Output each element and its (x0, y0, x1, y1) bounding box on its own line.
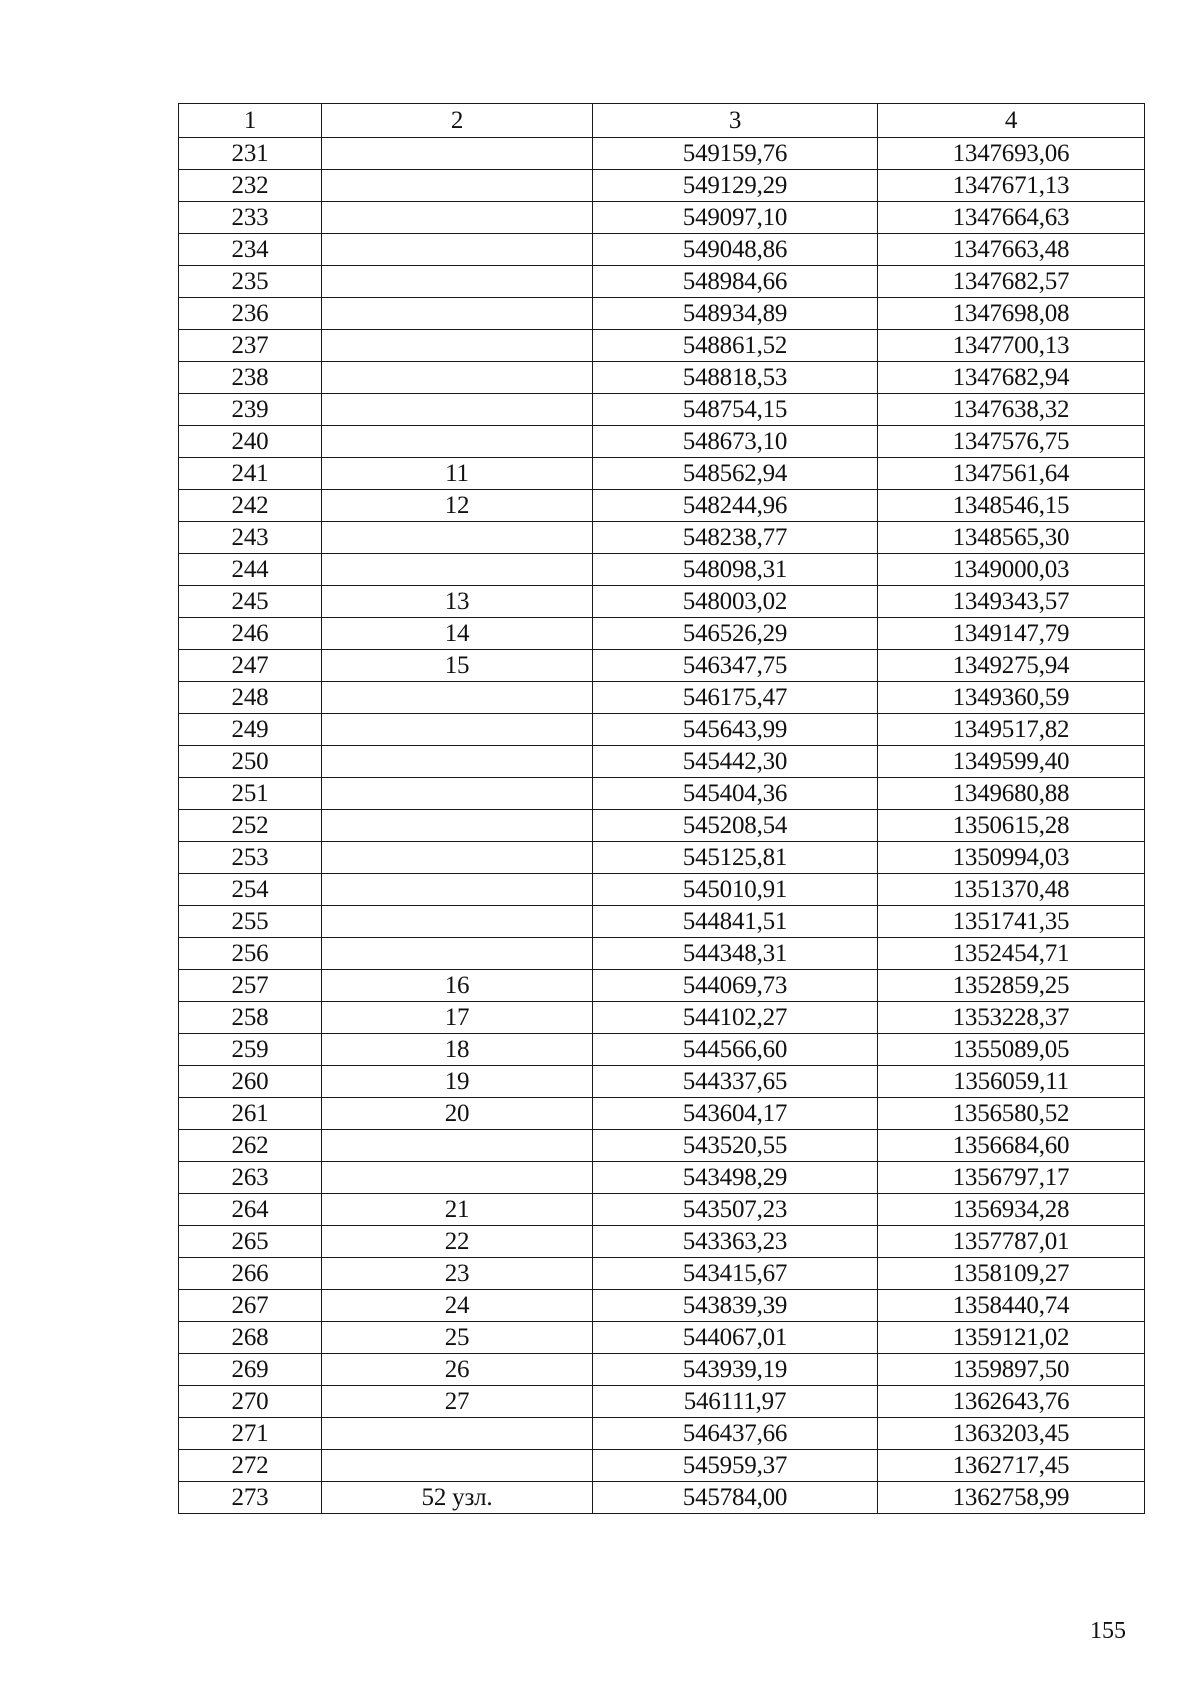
table-cell-col-1: 264 (179, 1194, 322, 1226)
table-row (179, 810, 1145, 842)
table-cell-col-2 (322, 522, 593, 554)
table-row (179, 1226, 1145, 1258)
table-cell-col-3: 548098,31 (593, 554, 878, 586)
table-cell-col-2: 11 (322, 458, 593, 490)
table-cell-col-2: 16 (322, 970, 593, 1002)
table-cell-col-1: 251 (179, 778, 322, 810)
table-row (179, 1194, 1145, 1226)
table-row (179, 1002, 1145, 1034)
table-header-row (179, 104, 1145, 138)
table-row (179, 170, 1145, 202)
table-cell-col-4: 1347671,13 (878, 170, 1145, 202)
table-cell-col-3: 543520,55 (593, 1130, 878, 1162)
table-cell-col-3: 545784,00 (593, 1482, 878, 1514)
table-row (179, 874, 1145, 906)
table-cell-col-3: 543415,67 (593, 1258, 878, 1290)
table-row (179, 1482, 1145, 1514)
table-row (179, 1322, 1145, 1354)
table-row (179, 234, 1145, 266)
table-row (179, 362, 1145, 394)
table-cell-col-1: 242 (179, 490, 322, 522)
table-cell-col-1: 262 (179, 1130, 322, 1162)
table-row (179, 970, 1145, 1002)
table-cell-col-4: 1363203,45 (878, 1418, 1145, 1450)
table-cell-col-2: 14 (322, 618, 593, 650)
table-row (179, 842, 1145, 874)
table-row (179, 1162, 1145, 1194)
column-header-1: 1 (179, 104, 322, 138)
table-cell-col-2: 22 (322, 1226, 593, 1258)
table-cell-col-4: 1353228,37 (878, 1002, 1145, 1034)
table-cell-col-1: 254 (179, 874, 322, 906)
table-cell-col-2: 19 (322, 1066, 593, 1098)
table-cell-col-2: 26 (322, 1354, 593, 1386)
table-cell-col-4: 1352859,25 (878, 970, 1145, 1002)
table-cell-col-4: 1358440,74 (878, 1290, 1145, 1322)
table-cell-col-2: 21 (322, 1194, 593, 1226)
table-cell-col-3: 545010,91 (593, 874, 878, 906)
table-cell-col-4: 1347682,57 (878, 266, 1145, 298)
table-cell-col-2: 20 (322, 1098, 593, 1130)
table-cell-col-1: 252 (179, 810, 322, 842)
table-row (179, 458, 1145, 490)
table-cell-col-2 (322, 298, 593, 330)
table-cell-col-2 (322, 202, 593, 234)
table-cell-col-1: 241 (179, 458, 322, 490)
table-cell-col-3: 544566,60 (593, 1034, 878, 1066)
table-cell-col-3: 548934,89 (593, 298, 878, 330)
table-row (179, 650, 1145, 682)
table-cell-col-2 (322, 938, 593, 970)
table-cell-col-4: 1349599,40 (878, 746, 1145, 778)
table-cell-col-1: 232 (179, 170, 322, 202)
table-cell-col-4: 1350615,28 (878, 810, 1145, 842)
table-row (179, 202, 1145, 234)
table-cell-col-3: 548818,53 (593, 362, 878, 394)
table-row (179, 1258, 1145, 1290)
table-cell-col-1: 248 (179, 682, 322, 714)
table-cell-col-4: 1362758,99 (878, 1482, 1145, 1514)
table-cell-col-1: 263 (179, 1162, 322, 1194)
table-cell-col-4: 1362643,76 (878, 1386, 1145, 1418)
table-cell-col-1: 268 (179, 1322, 322, 1354)
table-row (179, 1450, 1145, 1482)
table-cell-col-2: 12 (322, 490, 593, 522)
table-cell-col-2 (322, 1130, 593, 1162)
table-cell-col-2 (322, 362, 593, 394)
table-row (179, 1418, 1145, 1450)
column-header-4: 4 (878, 104, 1145, 138)
table-cell-col-4: 1358109,27 (878, 1258, 1145, 1290)
table-cell-col-4: 1347693,06 (878, 138, 1145, 170)
table-cell-col-3: 545125,81 (593, 842, 878, 874)
column-header-3: 3 (593, 104, 878, 138)
table-cell-col-4: 1349680,88 (878, 778, 1145, 810)
table-cell-col-3: 546111,97 (593, 1386, 878, 1418)
table-cell-col-2 (322, 682, 593, 714)
table-cell-col-4: 1348546,15 (878, 490, 1145, 522)
table-cell-col-1: 236 (179, 298, 322, 330)
table-cell-col-4: 1347698,08 (878, 298, 1145, 330)
table-cell-col-4: 1349343,57 (878, 586, 1145, 618)
table-cell-col-1: 246 (179, 618, 322, 650)
table-cell-col-3: 543604,17 (593, 1098, 878, 1130)
table-cell-col-1: 250 (179, 746, 322, 778)
table-cell-col-1: 249 (179, 714, 322, 746)
table-row (179, 778, 1145, 810)
table-cell-col-3: 545442,30 (593, 746, 878, 778)
table-cell-col-2 (322, 170, 593, 202)
table-cell-col-4: 1347700,13 (878, 330, 1145, 362)
table-cell-col-2: 18 (322, 1034, 593, 1066)
table-cell-col-3: 544067,01 (593, 1322, 878, 1354)
table-cell-col-3: 546347,75 (593, 650, 878, 682)
table-cell-col-4: 1357787,01 (878, 1226, 1145, 1258)
table-cell-col-1: 271 (179, 1418, 322, 1450)
table-cell-col-3: 549159,76 (593, 138, 878, 170)
table-cell-col-4: 1351741,35 (878, 906, 1145, 938)
table-cell-col-1: 234 (179, 234, 322, 266)
table-cell-col-1: 270 (179, 1386, 322, 1418)
table-cell-col-1: 233 (179, 202, 322, 234)
table-cell-col-2 (322, 330, 593, 362)
table-cell-col-1: 231 (179, 138, 322, 170)
table-cell-col-4: 1347682,94 (878, 362, 1145, 394)
table-cell-col-3: 546526,29 (593, 618, 878, 650)
table-cell-col-3: 545404,36 (593, 778, 878, 810)
table-cell-col-3: 546437,66 (593, 1418, 878, 1450)
table-cell-col-3: 548244,96 (593, 490, 878, 522)
table-cell-col-4: 1348565,30 (878, 522, 1145, 554)
table-cell-col-4: 1347663,48 (878, 234, 1145, 266)
table-cell-col-2: 24 (322, 1290, 593, 1322)
table-cell-col-3: 546175,47 (593, 682, 878, 714)
table-cell-col-3: 545208,54 (593, 810, 878, 842)
table-cell-col-2 (322, 842, 593, 874)
table-row (179, 554, 1145, 586)
table-cell-col-3: 548754,15 (593, 394, 878, 426)
page-number: 155 (1090, 1618, 1126, 1644)
table-cell-col-3: 544069,73 (593, 970, 878, 1002)
table-row (179, 746, 1145, 778)
table-cell-col-4: 1356797,17 (878, 1162, 1145, 1194)
table-cell-col-3: 544337,65 (593, 1066, 878, 1098)
table-cell-col-4: 1359897,50 (878, 1354, 1145, 1386)
table-cell-col-4: 1347638,32 (878, 394, 1145, 426)
table-cell-col-1: 235 (179, 266, 322, 298)
table-cell-col-2 (322, 874, 593, 906)
table-row (179, 394, 1145, 426)
table-cell-col-2 (322, 746, 593, 778)
table-cell-col-1: 256 (179, 938, 322, 970)
table-cell-col-3: 548003,02 (593, 586, 878, 618)
table-cell-col-1: 240 (179, 426, 322, 458)
table-cell-col-3: 543507,23 (593, 1194, 878, 1226)
table-cell-col-1: 265 (179, 1226, 322, 1258)
table-cell-col-2 (322, 906, 593, 938)
table-cell-col-4: 1350994,03 (878, 842, 1145, 874)
table-row (179, 426, 1145, 458)
table-cell-col-2: 27 (322, 1386, 593, 1418)
table-row (179, 1066, 1145, 1098)
table-body (179, 138, 1145, 1514)
table-cell-col-3: 548562,94 (593, 458, 878, 490)
table-row (179, 1130, 1145, 1162)
table-cell-col-3: 543498,29 (593, 1162, 878, 1194)
table-cell-col-1: 261 (179, 1098, 322, 1130)
table-cell-col-1: 253 (179, 842, 322, 874)
table-cell-col-3: 543363,23 (593, 1226, 878, 1258)
table-cell-col-2: 15 (322, 650, 593, 682)
table-cell-col-3: 549097,10 (593, 202, 878, 234)
table-row (179, 1290, 1145, 1322)
table-cell-col-2 (322, 138, 593, 170)
table-cell-col-4: 1347561,64 (878, 458, 1145, 490)
table-cell-col-2 (322, 266, 593, 298)
table-cell-col-1: 247 (179, 650, 322, 682)
table-cell-col-3: 548861,52 (593, 330, 878, 362)
table-row (179, 522, 1145, 554)
table-cell-col-2 (322, 1450, 593, 1482)
table-cell-col-3: 549129,29 (593, 170, 878, 202)
table-row (179, 330, 1145, 362)
table-row (179, 138, 1145, 170)
table-row (179, 1034, 1145, 1066)
table-cell-col-2 (322, 778, 593, 810)
table-cell-col-3: 543839,39 (593, 1290, 878, 1322)
table-cell-col-2 (322, 394, 593, 426)
table-cell-col-4: 1349275,94 (878, 650, 1145, 682)
table-row (179, 1386, 1145, 1418)
table-cell-col-3: 544348,31 (593, 938, 878, 970)
table-cell-col-1: 237 (179, 330, 322, 362)
table-cell-col-3: 548984,66 (593, 266, 878, 298)
table-cell-col-2 (322, 1162, 593, 1194)
table-cell-col-3: 545959,37 (593, 1450, 878, 1482)
table-cell-col-4: 1356059,11 (878, 1066, 1145, 1098)
table-cell-col-2 (322, 1418, 593, 1450)
table-cell-col-2: 13 (322, 586, 593, 618)
table-cell-col-1: 272 (179, 1450, 322, 1482)
table-cell-col-4: 1352454,71 (878, 938, 1145, 970)
table-cell-col-2: 23 (322, 1258, 593, 1290)
table-cell-col-1: 258 (179, 1002, 322, 1034)
table-cell-col-3: 548673,10 (593, 426, 878, 458)
table-row (179, 298, 1145, 330)
column-header-2: 2 (322, 104, 593, 138)
table-cell-col-1: 259 (179, 1034, 322, 1066)
table-cell-col-4: 1347576,75 (878, 426, 1145, 458)
table-cell-col-1: 239 (179, 394, 322, 426)
table-cell-col-1: 266 (179, 1258, 322, 1290)
table-row (179, 682, 1145, 714)
coordinates-table (178, 103, 1145, 1514)
table-row (179, 938, 1145, 970)
table-row (179, 618, 1145, 650)
table-cell-col-3: 548238,77 (593, 522, 878, 554)
table-cell-col-4: 1362717,45 (878, 1450, 1145, 1482)
table-row (179, 714, 1145, 746)
table-cell-col-4: 1347664,63 (878, 202, 1145, 234)
table-cell-col-4: 1356684,60 (878, 1130, 1145, 1162)
table-cell-col-3: 549048,86 (593, 234, 878, 266)
table-cell-col-2 (322, 714, 593, 746)
table-cell-col-1: 273 (179, 1482, 322, 1514)
table-cell-col-1: 245 (179, 586, 322, 618)
table-cell-col-3: 544841,51 (593, 906, 878, 938)
table-cell-col-1: 257 (179, 970, 322, 1002)
table-cell-col-2 (322, 426, 593, 458)
table-cell-col-1: 255 (179, 906, 322, 938)
table-cell-col-4: 1356580,52 (878, 1098, 1145, 1130)
table-row (179, 586, 1145, 618)
table-cell-col-4: 1356934,28 (878, 1194, 1145, 1226)
table-cell-col-4: 1349147,79 (878, 618, 1145, 650)
table-cell-col-4: 1349360,59 (878, 682, 1145, 714)
table-cell-col-2: 25 (322, 1322, 593, 1354)
table-cell-col-3: 544102,27 (593, 1002, 878, 1034)
table-cell-col-2 (322, 234, 593, 266)
table-row (179, 1098, 1145, 1130)
table-cell-col-4: 1355089,05 (878, 1034, 1145, 1066)
table-cell-col-4: 1351370,48 (878, 874, 1145, 906)
table-cell-col-4: 1349000,03 (878, 554, 1145, 586)
table-cell-col-3: 545643,99 (593, 714, 878, 746)
table-cell-col-1: 238 (179, 362, 322, 394)
table-cell-col-2: 52 узл. (322, 1482, 593, 1514)
table-cell-col-4: 1359121,02 (878, 1322, 1145, 1354)
table-cell-col-1: 243 (179, 522, 322, 554)
table-cell-col-2 (322, 554, 593, 586)
table-row (179, 266, 1145, 298)
table-cell-col-1: 260 (179, 1066, 322, 1098)
table-row (179, 1354, 1145, 1386)
table-row (179, 906, 1145, 938)
table-cell-col-3: 543939,19 (593, 1354, 878, 1386)
table-cell-col-1: 269 (179, 1354, 322, 1386)
table-cell-col-1: 267 (179, 1290, 322, 1322)
table-cell-col-2 (322, 810, 593, 842)
table-row (179, 490, 1145, 522)
table-cell-col-1: 244 (179, 554, 322, 586)
table-cell-col-2: 17 (322, 1002, 593, 1034)
table-cell-col-4: 1349517,82 (878, 714, 1145, 746)
